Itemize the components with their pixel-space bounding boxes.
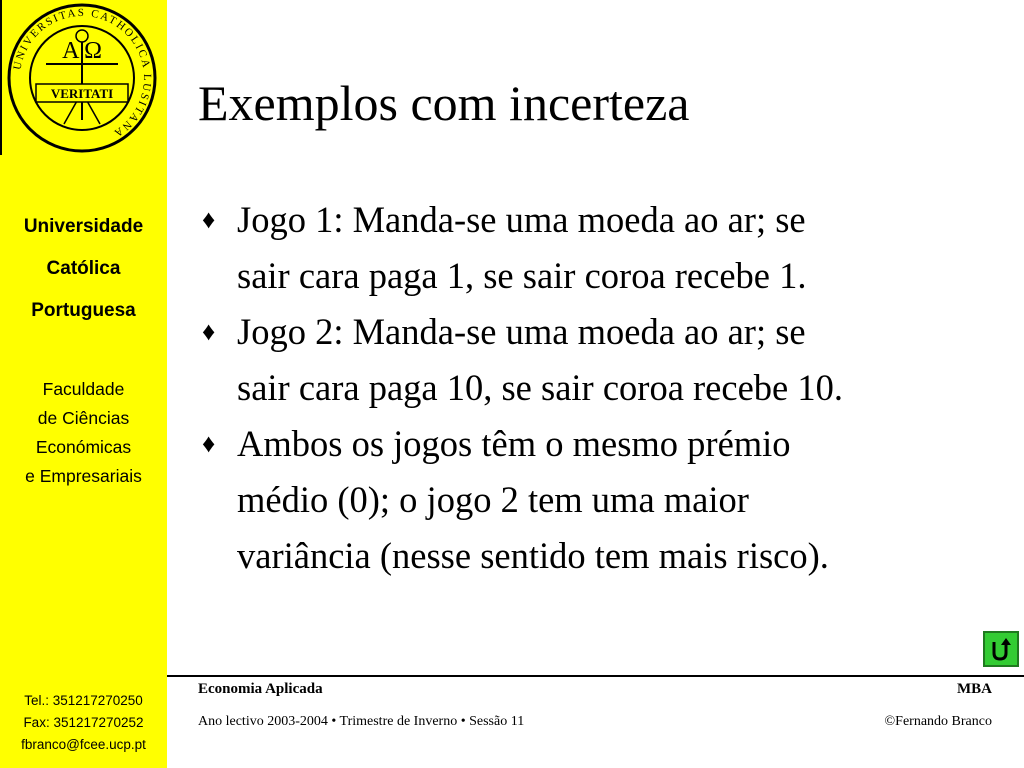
bullet-line: Jogo 2: Manda-se uma moeda ao ar; se <box>237 311 806 352</box>
bullet-item <box>200 416 1010 584</box>
seal-motto: VERITATI <box>50 86 114 101</box>
university-seal-logo <box>6 2 158 154</box>
faculty-line: Faculdade <box>42 379 125 399</box>
u-turn-return-icon <box>985 633 1017 665</box>
seal-ring-text: UNIVERSITAS CATHOLICA LUSITANA <box>11 6 154 141</box>
alpha-omega-symbols: A Ω <box>62 38 102 64</box>
footer-row-top <box>198 681 992 698</box>
university-line: Católica <box>46 258 121 279</box>
contact-info <box>0 690 167 756</box>
footer-session: Ano lectivo 2003-2004 • Trimestre de Inverno • Sessão 11 <box>198 714 525 729</box>
bullet-line: Ambos os jogos têm o mesmo prémio <box>237 423 791 464</box>
contact-email[interactable]: fbranco@fcee.ucp.pt <box>21 737 146 752</box>
bullet-list <box>200 192 1010 584</box>
footer-course: Economia Aplicada <box>198 681 323 697</box>
bullet-line: variância (nesse sentido tem mais risco). <box>237 535 829 576</box>
faculty-line: Económicas <box>35 437 132 457</box>
return-nav-button[interactable] <box>983 631 1019 667</box>
slide-title: Exemplos com incerteza <box>198 75 690 131</box>
faculty-name <box>0 375 167 491</box>
bullet-line: sair cara paga 1, se sair coroa recebe 1. <box>237 255 807 296</box>
footer-row-bottom <box>198 714 992 730</box>
logo-frame-line <box>0 0 2 155</box>
university-line: Universidade <box>23 216 144 237</box>
footer-divider <box>167 675 1024 677</box>
contact-fax: Fax: 351217270252 <box>23 715 144 730</box>
faculty-line: de Ciências <box>37 408 130 428</box>
contact-phone: Tel.: 351217270250 <box>24 693 143 708</box>
bullet-line: Jogo 1: Manda-se uma moeda ao ar; se <box>237 199 806 240</box>
bullet-line: sair cara paga 10, se sair coroa recebe 10. <box>237 367 843 408</box>
bullet-item <box>200 192 1010 304</box>
footer-program: MBA <box>957 681 992 697</box>
faculty-line: e Empresariais <box>25 466 142 486</box>
diamond-bullet-icon: ♦ <box>202 317 216 346</box>
diamond-bullet-icon: ♦ <box>202 429 216 458</box>
university-name <box>0 206 167 332</box>
bullet-item <box>200 304 1010 416</box>
bullet-line: médio (0); o jogo 2 tem uma maior <box>237 479 749 520</box>
university-line: Portuguesa <box>31 300 136 321</box>
diamond-bullet-icon: ♦ <box>202 205 216 234</box>
sidebar <box>0 0 167 768</box>
footer-author: ©Fernando Branco <box>884 714 992 729</box>
